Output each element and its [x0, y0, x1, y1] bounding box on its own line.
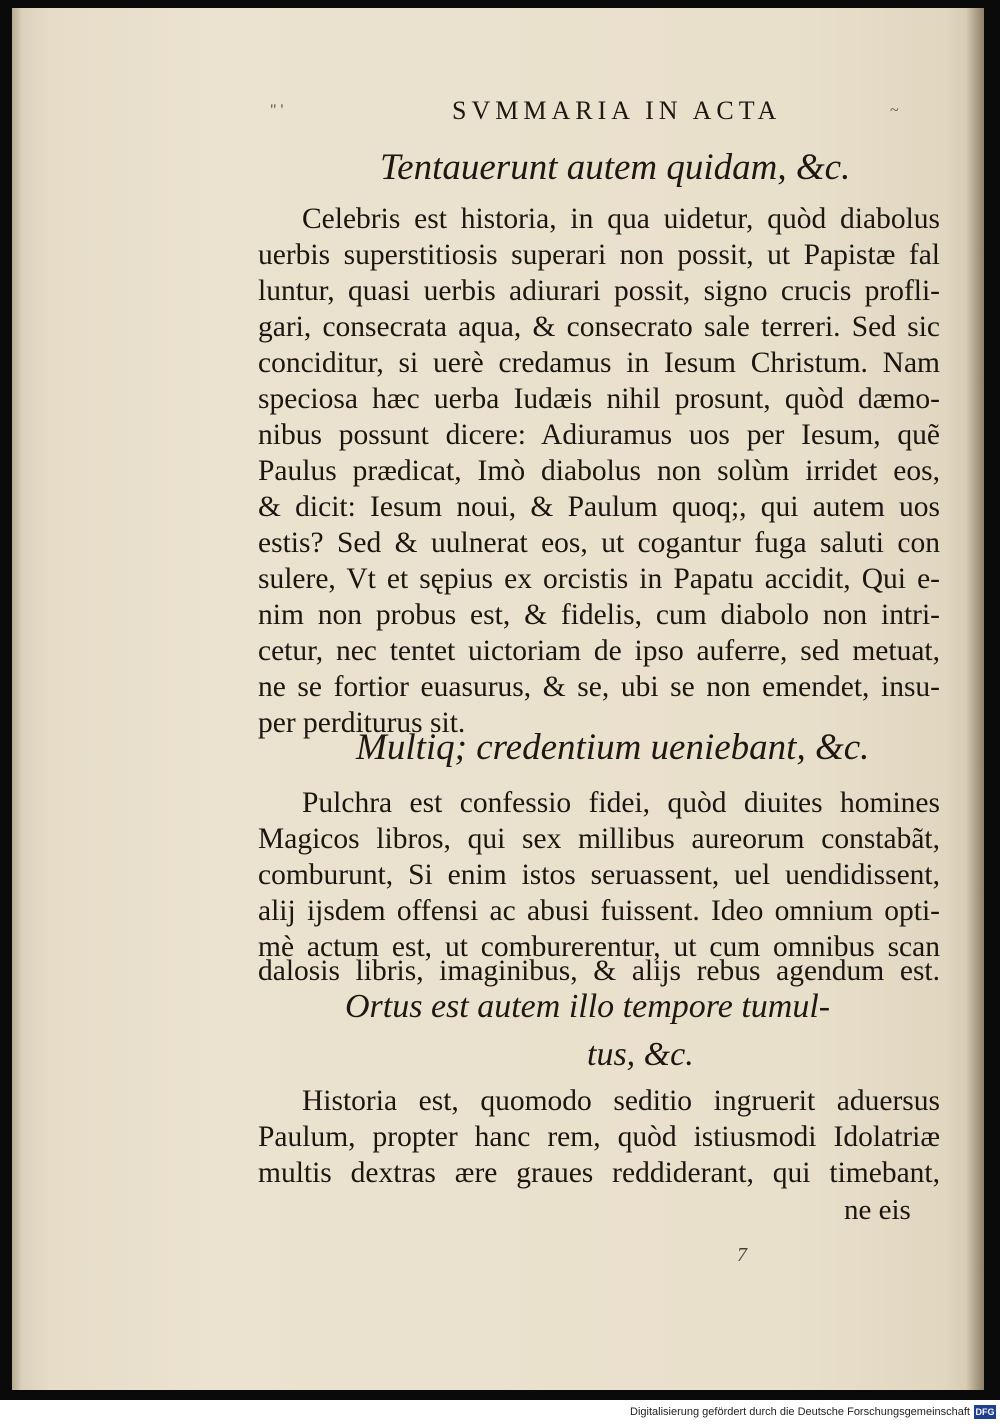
- signature-mark: 7: [737, 1244, 747, 1266]
- text-line: sulere, Vt et sępius ex orcistis in Papatu accidit, Qui e-: [258, 563, 940, 595]
- text-line: & dicit: Iesum noui, & Paulum quoq;, qui autem uos: [258, 491, 940, 523]
- text-line: luntur, quasi uerbis adiurari possit, signo crucis profli-: [258, 275, 940, 307]
- book-page: [12, 8, 984, 1390]
- running-head: SVMMARIA IN ACTA: [452, 96, 782, 125]
- page-gutter-shadow: [12, 8, 22, 1390]
- page-right-edge-shadow: [966, 8, 984, 1390]
- corner-mark-right: ~: [890, 102, 899, 119]
- text-line: comburunt, Si enim istos seruassent, uel uendidissent,: [258, 859, 940, 891]
- section-heading-3-line-2: tus, &c.: [587, 1036, 694, 1073]
- text-line: nim non probus est, & fidelis, cum diabolo non intri-: [258, 599, 940, 631]
- text-line: cetur, nec tentet uictoriam de ipso auferre, sed metuat,: [258, 635, 940, 667]
- footer-credit: Digitalisierung gefördert durch die Deutsche Forschungsgemeinschaft: [630, 1406, 970, 1418]
- text-line: alij ijsdem offensi ac abusi fuissent. Ideo omnium opti-: [258, 895, 940, 927]
- text-line: Paulum, propter hanc rem, quòd istiusmodi Idolatriæ: [258, 1121, 940, 1153]
- footer-bar: [0, 1400, 1000, 1426]
- section-heading-3-line-1: Ortus est autem illo tempore tumul-: [345, 988, 831, 1025]
- text-line: conciditur, si uerè credamus in Iesum Christum. Nam: [258, 347, 940, 379]
- corner-mark-left: " ': [270, 102, 284, 119]
- section-heading-1: Tentauerunt autem quidam, &c.: [380, 147, 851, 188]
- text-line: Historia est, quomodo seditio ingruerit aduersus: [302, 1085, 940, 1117]
- text-line: uerbis superstitiosis superari non possit, ut Papistæ fal: [258, 239, 940, 271]
- text-line: nibus possunt dicere: Adiuramus uos per Iesum, quẽ: [258, 419, 940, 451]
- text-line: Paulus prædicat, Imò diabolus non solùm irridet eos,: [258, 455, 940, 487]
- section-heading-2: Multiq; credentium ueniebant, &c.: [356, 727, 870, 768]
- text-line: Magicos libros, qui sex millibus aureorum constabãt,: [258, 823, 940, 855]
- text-line: gari, consecrata aqua, & consecrato sale terreri. Sed sic: [258, 311, 940, 343]
- text-line: dalosis libris, imaginibus, & alijs rebus agendum est.: [258, 955, 940, 987]
- text-line: speciosa hæc uerba Iudæis nihil prosunt, quòd dæmo-: [258, 383, 940, 415]
- text-line: multis dextras ære graues reddiderant, qui timebant,: [258, 1157, 940, 1189]
- dfg-logo: DFG: [975, 1407, 995, 1417]
- text-line: Celebris est historia, in qua uidetur, quòd diabolus: [302, 203, 940, 235]
- text-line: Pulchra est confessio fidei, quòd diuites homines: [302, 787, 940, 819]
- text-line: ne se fortior euasurus, & se, ubi se non emendet, insu-: [258, 671, 940, 703]
- catchword: ne eis: [844, 1194, 911, 1226]
- text-line: per perditurus sit.: [258, 707, 466, 739]
- text-line: mè actum est, ut comburerentur, ut cum omnibus scan: [258, 931, 940, 963]
- text-line: estis? Sed & uulnerat eos, ut cogantur fuga saluti con: [258, 527, 940, 559]
